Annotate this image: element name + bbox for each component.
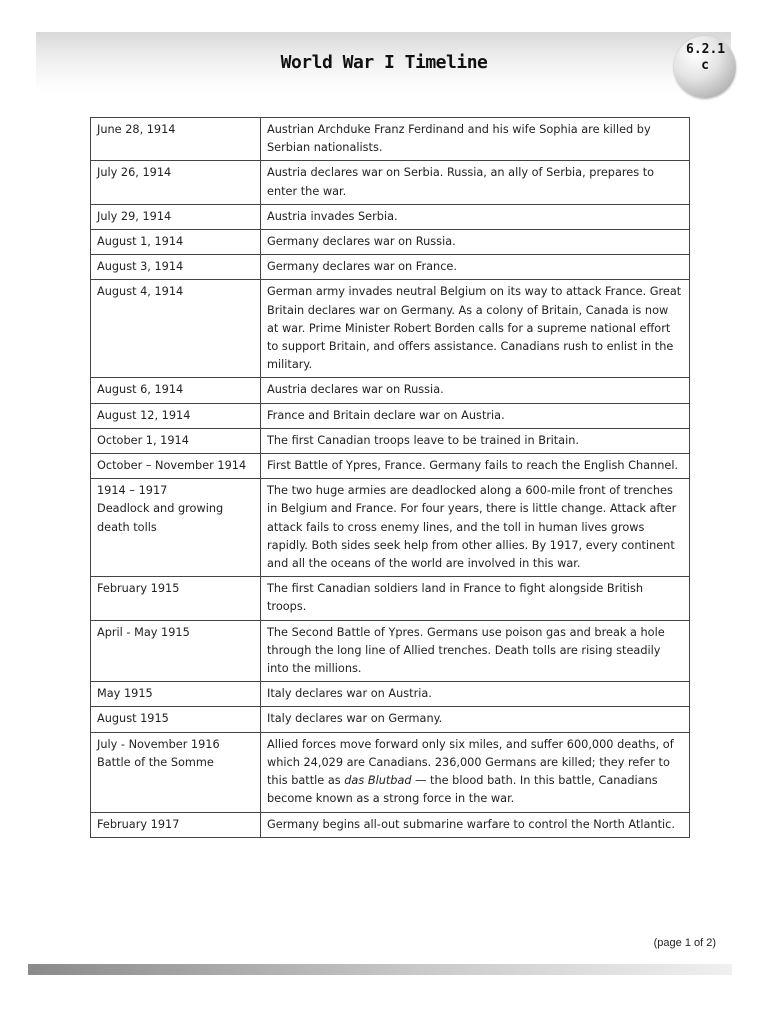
event-cell: Germany begins all-out submarine warfare to control the North Atlantic.: [261, 812, 690, 837]
timeline-table: [90, 117, 690, 838]
event-cell: Italy declares war on Austria.: [261, 682, 690, 707]
table-row: [91, 620, 690, 682]
page-number: (page 1 of 2): [653, 937, 716, 949]
event-cell: The Second Battle of Ypres. Germans use poison gas and break a hole through the long line of Allied trenches. Death tolls are rising steadily into the millions.: [261, 620, 690, 682]
date-cell: July 26, 1914: [91, 161, 261, 204]
date-cell: August 6, 1914: [91, 378, 261, 403]
date-cell: February 1915: [91, 577, 261, 620]
table-row: [91, 403, 690, 428]
table-row: [91, 682, 690, 707]
table-row: [91, 230, 690, 255]
date-cell: April - May 1915: [91, 620, 261, 682]
globe-badge: [674, 36, 736, 98]
date-cell: August 1915: [91, 707, 261, 732]
event-text: — the blood bath. In this battle, Canadians become known as a strong force in the war.: [267, 774, 658, 806]
table-row: [91, 118, 690, 161]
date-cell: May 1915: [91, 682, 261, 707]
date-cell: July - November 1916 Battle of the Somme: [91, 732, 261, 812]
event-cell: Italy declares war on Germany.: [261, 707, 690, 732]
table-row: [91, 577, 690, 620]
event-cell: Germany declares war on France.: [261, 255, 690, 280]
table-row: [91, 732, 690, 812]
table-row: [91, 454, 690, 479]
event-cell: Austria invades Serbia.: [261, 204, 690, 229]
table-row: [91, 161, 690, 204]
date-cell: August 4, 1914: [91, 280, 261, 378]
unit-code-text: 6.2.1 c: [686, 42, 726, 73]
table-row: [91, 812, 690, 837]
date-cell: August 12, 1914: [91, 403, 261, 428]
footer-bar: [28, 964, 732, 975]
event-cell: Austrian Archduke Franz Ferdinand and his wife Sophia are killed by Serbian nationalists.: [261, 118, 690, 161]
table-row: [91, 479, 690, 577]
event-cell: Austria declares war on Russia.: [261, 378, 690, 403]
event-cell: Germany declares war on Russia.: [261, 230, 690, 255]
table-row: [91, 255, 690, 280]
event-cell: [261, 732, 690, 812]
date-cell: October – November 1914: [91, 454, 261, 479]
date-cell: June 28, 1914: [91, 118, 261, 161]
date-cell: August 3, 1914: [91, 255, 261, 280]
event-cell: Austria declares war on Serbia. Russia, an ally of Serbia, prepares to enter the war.: [261, 161, 690, 204]
date-cell: July 29, 1914: [91, 204, 261, 229]
event-cell: The first Canadian troops leave to be trained in Britain.: [261, 428, 690, 453]
event-cell: First Battle of Ypres, France. Germany fails to reach the English Channel.: [261, 454, 690, 479]
date-cell: 1914 – 1917 Deadlock and growing death tolls: [91, 479, 261, 577]
event-cell: France and Britain declare war on Austria.: [261, 403, 690, 428]
date-cell: August 1, 1914: [91, 230, 261, 255]
event-text: Allied forces move forward only six miles, and suffer 600,000 deaths, of which 24,029 are Canadians. 236,000 Germans are killed; they refer to this battle as: [267, 737, 674, 788]
unit-code-badge: [674, 42, 736, 74]
table-row: [91, 428, 690, 453]
table-row: [91, 204, 690, 229]
event-italic-term: das Blutbad: [344, 774, 412, 788]
event-cell: The first Canadian soldiers land in France to fight alongside British troops.: [261, 577, 690, 620]
date-cell: February 1917: [91, 812, 261, 837]
date-cell: October 1, 1914: [91, 428, 261, 453]
page-title: World War I Timeline: [280, 52, 488, 73]
table-row: [91, 280, 690, 378]
table-row: [91, 378, 690, 403]
event-cell: The two huge armies are deadlocked along a 600-mile front of trenches in Belgium and France. For four years, there is little change. Attack after attack fails to cross enemy lines, and the toll in human lives grows rapidly. Both sides seek help from other allies. By 1917, every continent and all the oceans of the world are involved in this war.: [261, 479, 690, 577]
table-row: [91, 707, 690, 732]
event-cell: German army invades neutral Belgium on its way to attack France. Great Britain declares war on Germany. As a colony of Britain, Canada is now at war. Prime Minister Robert Borden calls for a supreme national effort to support Britain, and offers assistance. Canadians rush to enlist in the military.: [261, 280, 690, 378]
